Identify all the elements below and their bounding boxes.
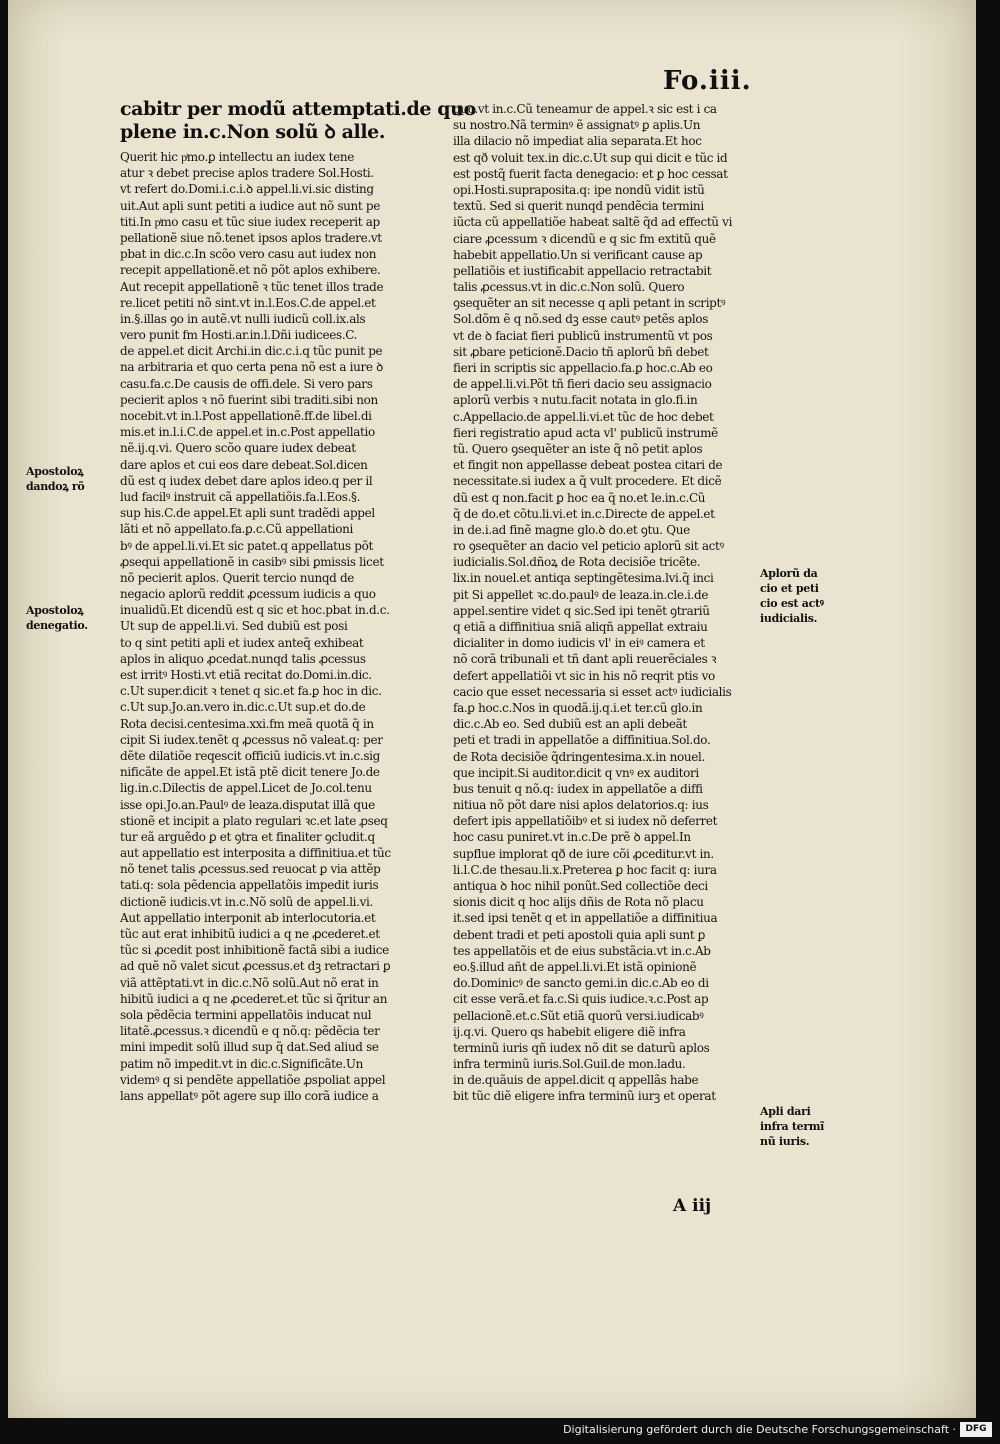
text-line: pellacionẽ.et.c.Sũt etiã quorũ versi.iudicabꝰ <box>453 1008 704 1023</box>
text-line: dictionẽ iudicis.vt in.c.Nõ solũ de appel.li.vi. <box>120 894 374 909</box>
text-line: appel.sentire videt q sic.Sed ipi tenẽt ꝯtrariũ <box>453 603 710 618</box>
margin-note-right-1 <box>760 566 824 626</box>
text-line: iũcta cũ appellatiõe habeat saltẽ q̃d ad effectũ vi <box>453 215 733 230</box>
text-line: habebit appellatio.Un si verificant cause ap <box>453 247 703 262</box>
text-line: bus tenuit q nõ.q: iudex in appellatõe a diffi <box>453 781 703 796</box>
text-line: defert appellatiõi vt sic in his nõ reqrit ptis vo <box>453 668 715 683</box>
text-line: in de.quãuis de appel.dicit q appellãs habe <box>453 1073 699 1088</box>
text-line: litatẽ.ꝓcessus.ꝛ dicendũ e q nõ.q: pẽdẽcia ter <box>120 1024 380 1039</box>
text-line: Rota decisi.centesima.xxi.fm meã quotã q̃ in <box>120 716 374 731</box>
text-line: peti et tradi in appellatõe a diffinitiua.Sol.do. <box>453 733 711 748</box>
text-line: do.Dominicꝰ de sancto gemi.in dic.c.Ab eo di <box>453 976 709 991</box>
text-line: casu.fa.c.De causis de offi.dele. Si vero pars <box>120 376 373 391</box>
text-line: textũ. Sed si querit nunqd pendẽcia termini <box>453 199 704 214</box>
text-line: nificãte de appel.Et istã ptẽ dicit tenere Jo.de <box>120 765 380 780</box>
text-line: est postq̃ fuerit facta denegacio: et ꝑ hoc cessat <box>453 166 728 181</box>
text-line: ꝓsequi appellationẽ in casibꝰ sibi ꝑmissis licet <box>120 554 384 569</box>
text-line: pellationẽ siue nõ.tenet ipsos aplos tradere.vt <box>120 230 382 245</box>
text-line: titi.In pͥmo casu et tũc siue iudex receperit ap <box>120 214 380 229</box>
text-line: pbat in dic.c.In scõo vero casu aut iudex non <box>120 247 377 262</box>
text-line: ꝯsequẽter an sit necesse q apli petant in scriptꝰ <box>453 296 726 311</box>
text-line: de Rota decisiõe q̃dringentesima.x.in nouel. <box>453 749 705 764</box>
text-line: re.licet petiti nõ sint.vt in.l.Eos.C.de appel.et <box>120 295 376 310</box>
text-line: tur eã arguẽdo ꝑ et ꝯtra et finaliter ꝯcludit.q <box>120 829 375 844</box>
text-line: to q sint petiti apli et iudex anteq̃ exhibeat <box>120 635 364 650</box>
text-line: ad quẽ nõ valet sicut ꝓcessus.et dꝫ retractari ꝑ <box>120 959 391 974</box>
margin-note-line: Aplorũ da <box>760 567 818 580</box>
text-line: fa.ꝑ hoc.c.Nos in quodã.ij.q.i.et ter.cũ glo.in <box>453 700 703 715</box>
text-line: in.§.illas ꝯo in autẽ.vt nulli iudicũ coll.ix.als <box>120 311 366 326</box>
text-line: terminũ iuris qñ iudex nõ dit se daturũ aplos <box>453 1040 710 1055</box>
text-line: bꝰ de appel.li.vi.Et sic patet.q appellatus põt <box>120 538 373 553</box>
text-line: pit Si appellet ꝛc.do.paulꝰ de leaza.in.cle.i.de <box>453 587 709 602</box>
margin-note-line: iudicialis. <box>760 612 818 625</box>
text-line: dẽte dilatiõe reqescit officiũ iudicis.vt in.c.sig <box>120 748 380 763</box>
text-line: ij.q.vi. Quero qs habebit eligere diẽ infra <box>453 1024 686 1039</box>
margin-note-line: cio et peti <box>760 582 819 595</box>
text-line: aut appellatio est interposita a diffinitiua.et tũc <box>120 846 391 861</box>
text-line: tati.q: sola pẽdencia appellatõis impedit iuris <box>120 878 379 893</box>
margin-note-line: denegatio. <box>26 619 88 632</box>
text-line: recepit appellationẽ.et nõ põt aplos exhibere. <box>120 263 381 278</box>
text-line: q etiã a diffinitiua sniã aliqñ appellat extraiu <box>453 620 708 634</box>
text-line: mini impedit solũ illud sup q̃ dat.Sed aliud se <box>120 1040 379 1055</box>
footer-bar <box>0 1418 1000 1444</box>
text-line: necessitate.si iudex a q̃ vult procedere. Et dicẽ <box>453 474 722 489</box>
text-line: Ut sup de appel.li.vi. Sed dubiũ est posi <box>120 619 348 634</box>
heading-line: cabitr per modũ attemptati.de quo <box>120 98 476 120</box>
text-line: isse opi.Jo.an.Paulꝰ de leaza.disputat illã que <box>120 797 375 812</box>
text-line: tũc si ꝓcedit post inhibitionẽ factã sibi a iudice <box>120 943 389 958</box>
book-page <box>8 0 976 1418</box>
text-line: nõ tenet talis ꝓcessus.sed reuocat ꝑ via attẽp <box>120 862 381 877</box>
text-line: est irritꝰ Hosti.vt etiã recitat do.Domi.in.dic. <box>120 668 372 682</box>
text-line: ciare ꝓcessum ꝛ dicendũ e q sic fm extitũ quẽ <box>453 231 716 246</box>
text-line: que incipit.Si auditor.dicit q vnꝰ ex auditori <box>453 765 699 780</box>
text-line: sola pẽdẽcia termini appellatõis inducat nul <box>120 1007 372 1022</box>
margin-note-line: cio est actꝰ <box>760 597 824 610</box>
text-line: hibitũ iudici a q ne ꝓcederet.et tũc si q̃ritur an <box>120 991 388 1006</box>
text-line: videmꝰ q si pendẽte appellatiõe ꝓspoliat appel <box>120 1072 386 1087</box>
folio-number: Fo.iii. <box>663 66 752 96</box>
text-line: Aut appellatio interponit ab interlocutoria.et <box>120 910 376 925</box>
text-line: eo.§.illud añt de appel.li.vi.Et istã opinionẽ <box>453 959 697 974</box>
text-line: defert ipis appellatiõibꝰ et si iudex nõ deferret <box>453 814 718 829</box>
text-line: de appel.li.vi.Põt tñ fieri dacio seu assignacio <box>453 377 712 392</box>
text-line: bit tũc diẽ eligere infra terminũ iurꝫ et operat <box>453 1089 716 1104</box>
margin-note-left-1 <box>26 464 84 494</box>
text-line: c.Appellacio.de appel.li.vi.et tũc de hoc debet <box>453 409 714 424</box>
margin-note-line: Apli dari <box>760 1105 811 1118</box>
text-line: sionis dicit q hoc alijs dñis de Rota nõ placu <box>453 895 704 910</box>
margin-note-line: Apostoloꝝ <box>26 465 84 478</box>
text-line: dũ est q iudex debet dare aplos ideo.q per il <box>120 473 373 488</box>
signature-mark: A iij <box>673 1196 712 1216</box>
margin-note-line: dandoꝝ rõ <box>26 480 85 493</box>
text-line: stionẽ et incipit a plato regulari ꝛc.et late ꝓseq <box>120 813 388 828</box>
text-line: in de.i.ad finẽ magne glo.ꝺ do.et ꝯtu. Que <box>453 522 690 537</box>
right-column-text <box>453 101 753 1105</box>
text-line: sup his.C.de appel.Et apli sunt tradẽdi appel <box>120 506 375 521</box>
text-line: tũ. Quero ꝯsequẽter an iste q̃ nõ petit aplos <box>453 441 703 456</box>
text-line: pellatiõis et iustificabit appellacio retractabit <box>453 263 712 278</box>
text-line: et fingit non appellasse debeat postea citari de <box>453 458 723 473</box>
margin-note-line: nũ iuris. <box>760 1135 810 1148</box>
text-line: antiqua ꝺ hoc nihil ponũt.Sed collectiõe deci <box>453 879 708 893</box>
text-line: nõ corã tribunali et tñ dant apli reuerẽciales ꝛ <box>453 652 717 667</box>
text-line: c.Ut super.dicit ꝛ tenet q sic.et fa.ꝑ hoc in dic. <box>120 684 382 699</box>
text-line: nocebit.vt in.l.Post appellationẽ.ff.de libel.di <box>120 409 372 423</box>
text-line: debent tradi et peti apostoli quia apli sunt ꝑ <box>453 927 706 942</box>
text-line: lud facilꝰ instruit cã appellatiõis.fa.l.Eos.§. <box>120 489 361 504</box>
text-line: vero punit fm Hosti.ar.in.l.Dñi iudicees.C. <box>120 328 358 343</box>
text-line: nõ pecierit aplos. Querit tercio nunqd de <box>120 570 355 585</box>
text-line: Aut recepit appellationẽ ꝛ tũc tenet illos trade <box>120 279 384 294</box>
text-line: lix.in nouel.et antiqa septingẽtesima.lvi.q̃ inci <box>453 571 714 586</box>
text-line: hoc casu puniret.vt in.c.De prẽ ꝺ appel.In <box>453 830 691 845</box>
text-line: nitiua nõ põt dare nisi aplos delatorios.q: ius <box>453 798 709 813</box>
margin-note-right-2 <box>760 1104 824 1149</box>
text-line: tũc aut erat inhibitũ iudici a q ne ꝓcederet.et <box>120 927 380 941</box>
left-column-text <box>120 149 416 1104</box>
text-line: de appel.et dicit Archi.in dic.c.i.q tũc punit pe <box>120 344 383 359</box>
text-line: cit esse verã.et fa.c.Si quis iudice.ꝛ.c.Post ap <box>453 992 709 1007</box>
text-line: tes appellatõis et de eius substãcia.vt in.c.Ab <box>453 943 711 958</box>
text-line: patim nõ impedit.vt in dic.c.Significãte.Un <box>120 1056 363 1071</box>
text-line: Querit hic pͥmo.ꝑ intellectu an iudex tene <box>120 150 355 164</box>
text-line: atur ꝛ debet precise aplos tradere Sol.Hosti. <box>120 166 374 181</box>
text-line: talis ꝓcessus.vt in dic.c.Non solũ. Quero <box>453 280 685 295</box>
text-line: fieri registratio apud acta vl' publicũ instrumẽ <box>453 425 718 440</box>
text-line: c.Ut sup.Jo.an.vero in.dic.c.Ut sup.et do.de <box>120 700 366 715</box>
text-line: li.l.C.de thesau.li.x.Preterea ꝑ hoc facit q: iura <box>453 862 717 877</box>
margin-note-left-2 <box>26 603 88 633</box>
text-line: iudicialis.Sol.dñoꝝ de Rota decisiõe tricẽte. <box>453 555 701 570</box>
text-line: dũ est q non.facit ꝑ hoc ea q̃ no.et le.in.c.Cũ <box>453 490 706 505</box>
text-line: pecierit aplos ꝛ nõ fuerint sibi traditi.sibi non <box>120 392 378 407</box>
text-line: Sol.dõm ẽ q nõ.sed dꝫ esse cautꝰ petẽs aplos <box>453 312 709 327</box>
text-line: na arbitraria et quo certa pena nõ est a iure ꝺ <box>120 360 383 375</box>
text-line: aplos in aliquo ꝓcedat.nunqd talis ꝓcessus <box>120 651 366 666</box>
text-line: aplorũ verbis ꝛ nutu.facit notata in glo.fi.in <box>453 393 698 408</box>
text-line: dic.c.Ab eo. Sed dubiũ est an apli debeãt <box>453 717 687 732</box>
heading-line: plene in.c.Non solũ ꝺ alle. <box>120 121 386 143</box>
margin-note-line: infra termĩ <box>760 1120 825 1133</box>
text-line: cacio que esset necessaria si esset actꝰ iudicialis <box>453 684 732 699</box>
text-line: illa dilacio nõ impediat alia separata.Et hoc <box>453 134 702 149</box>
text-line: opi.Hosti.supraposita.q: ipe nondũ vidit istũ <box>453 182 705 197</box>
text-line: nẽ.ij.q.vi. Quero scõo quare iudex debeat <box>120 441 356 456</box>
text-line: mis.et in.l.i.C.de appel.et in.c.Post appellatio <box>120 425 375 440</box>
text-line: it.sed ipsi tenẽt q et in appellatiõe a diffinitiua <box>453 911 718 926</box>
text-line: dicialiter in domo iudicis vl' in eiꝰ camera et <box>453 636 705 651</box>
text-line: q̃ de do.et cõtu.li.vi.et in.c.Directe de appel.et <box>453 506 715 521</box>
text-line: lans appellatꝰ põt agere sup illo corã iudice a <box>120 1088 379 1103</box>
text-line: fieri in scriptis sic appellacio.fa.ꝑ hoc.c.Ab eo <box>453 361 713 375</box>
text-line: vt refert do.Domi.i.c.i.ꝺ appel.li.vi.sic disting <box>120 182 374 197</box>
text-line: dare aplos et cui eos dare debeat.Sol.dicen <box>120 457 368 472</box>
text-line: lãti et nõ appellato.fa.ꝑ.c.Cũ appellationi <box>120 522 354 537</box>
text-line: uit.Aut apli sunt petiti a iudice aut nõ sunt pe <box>120 198 380 213</box>
text-line: vt de ꝺ faciat fieri publicũ instrumentũ vt pos <box>453 328 713 343</box>
text-line: cipit Si iudex.tenẽt q ꝓcessus nõ valeat.q: per <box>120 732 383 747</box>
text-line: viã attẽptati.vt in dic.c.Nõ solũ.Aut nõ erat in <box>120 975 379 990</box>
margin-note-line: Apostoloꝝ <box>26 604 84 617</box>
text-line: negacio aplorũ reddit ꝓcessum iudicis a quo <box>120 587 376 602</box>
text-line: lig.in.c.Dilectis de appel.Licet de Jo.col.tenu <box>120 781 372 796</box>
text-line: sit ꝓbare peticionẽ.Dacio tñ aplorũ bñ debet <box>453 344 709 359</box>
text-line: supflue implorat qð de iure cõi ꝓceditur.vt in. <box>453 846 714 861</box>
text-line: ro ꝯsequẽter an dacio vel peticio aplorũ sit actꝰ <box>453 539 724 554</box>
text-line: infra terminũ iuris.Sol.Guil.de mon.ladu. <box>453 1057 686 1072</box>
footer-credit: Digitalisierung gefördert durch die Deutsche Forschungsgemeinschaft · <box>563 1423 956 1436</box>
dfg-logo: DFG <box>960 1422 992 1437</box>
text-line: quo.vt in.c.Cũ teneamur de appel.ꝛ sic est i ca <box>453 102 717 116</box>
text-line: est qð voluit tex.in dic.c.Ut sup qui dicit e tũc id <box>453 150 728 165</box>
heading <box>120 98 476 144</box>
text-line: inualidũ.Et dicendũ est q sic et hoc.pbat in.d.c. <box>120 603 390 618</box>
text-line: su nostro.Nã terminꝰ ẽ assignatꝰ ꝑ aplis.Un <box>453 118 701 133</box>
